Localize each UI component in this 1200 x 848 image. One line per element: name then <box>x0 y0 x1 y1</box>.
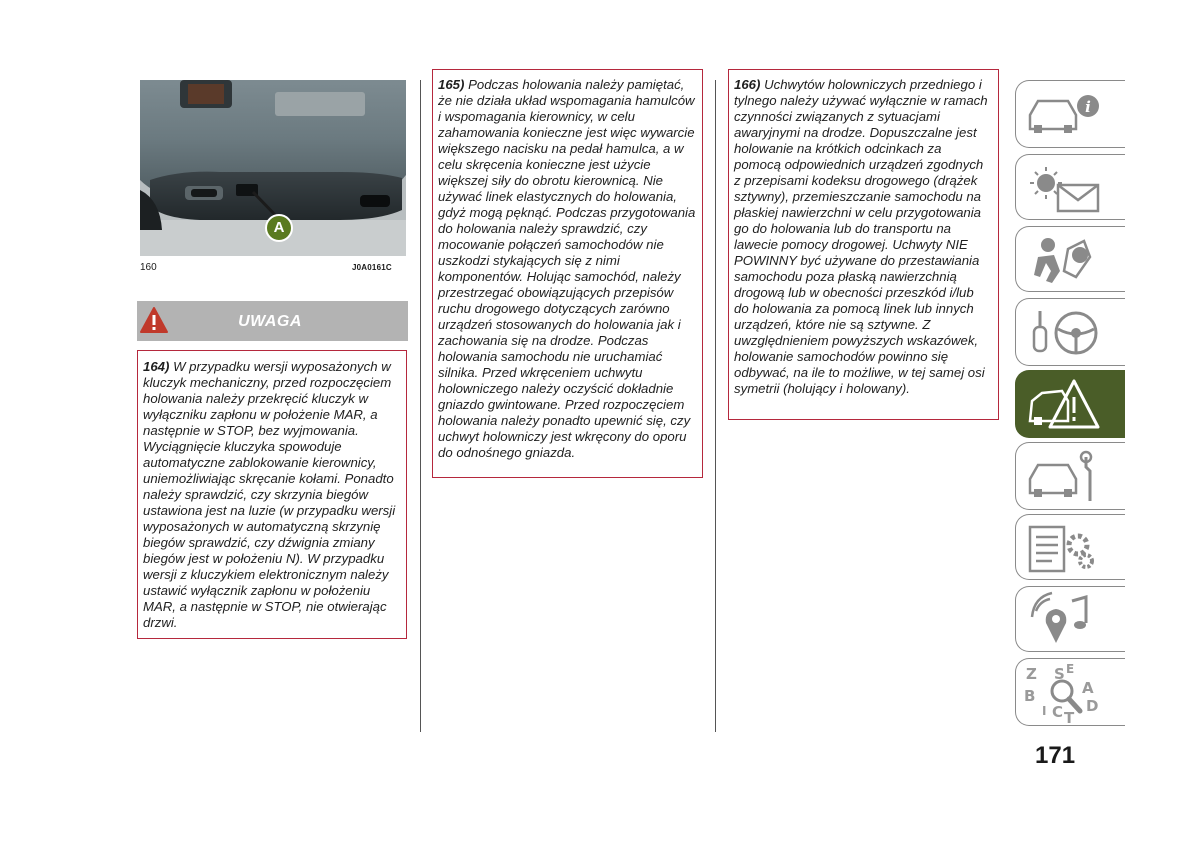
note-166 <box>734 77 992 397</box>
chapter-tab-technical-data[interactable] <box>1015 514 1125 580</box>
car-info-icon <box>1016 81 1126 149</box>
index-letter: A <box>1082 679 1094 697</box>
chapter-tab-warning-lights[interactable] <box>1015 154 1125 220</box>
index-letter: D <box>1086 697 1099 715</box>
chapter-tab-maintenance[interactable] <box>1015 442 1125 510</box>
warning-lights-icon <box>1016 155 1126 221</box>
column-divider <box>420 80 421 732</box>
index-letter: S <box>1054 665 1065 683</box>
emergency-icon <box>1016 371 1126 439</box>
index-letter: I <box>1042 704 1047 718</box>
key-steering-icon <box>1016 299 1126 367</box>
callout-a-label: A <box>273 219 285 236</box>
page-number: 171 <box>1035 742 1076 769</box>
note-164-id: 164) <box>143 359 170 374</box>
callout-a-badge <box>265 214 293 242</box>
index-letter: B <box>1024 687 1036 705</box>
index-letter: C <box>1052 703 1064 721</box>
note-166-text: Uchwytów holowniczych przedniego i tylnego należy używać wyłącznie w ramach czynności związanych z sytuacjami awaryjnymi na drodze. Dopuszczalne jest holowanie na krótkich odcinkach za pomocą odpowiednich urządzeń zgodnych z przepisami kodeksu drogowego (drążek sztywny), przemieszczanie samochodu na płaskiej nawierzchni w celu przygotowania go do holowania lub do transportu na lawecie pomocy drogowej. Uchwyty NIE POWINNY być używane do przestawiania samochodu poza płaską nawierzchnią drogową lub w obecności przeszkód i/lub do holowania za pomocą linek lub innych urządzeń, które nie są sztywne. Z uwzględnieniem powyższych wskazówek, holowanie samochodów powinno się odbywać, na ile to możliwe, w tej samej osi symetrii (holujący i holowany). <box>734 77 988 396</box>
index-letter: T <box>1064 709 1075 727</box>
chapter-tab-emergency[interactable] <box>1015 370 1125 438</box>
figure-code: J0A0161C <box>352 263 392 272</box>
index-icon <box>1016 659 1126 727</box>
warning-title: UWAGA <box>238 313 302 330</box>
note-164 <box>143 359 400 631</box>
note-box-165 <box>432 69 703 478</box>
multimedia-icon <box>1016 587 1126 653</box>
figure-number: 160 <box>140 262 157 273</box>
warning-triangle-icon <box>139 306 169 339</box>
technical-data-icon <box>1016 515 1126 581</box>
chapter-tab-car-info[interactable] <box>1015 80 1125 148</box>
note-box-166 <box>728 69 999 420</box>
note-box-164 <box>137 350 407 639</box>
safety-airbag-icon <box>1016 227 1126 293</box>
chapter-tab-key-steering[interactable] <box>1015 298 1125 366</box>
index-letter: E <box>1066 662 1075 676</box>
svg-text:i: i <box>1085 98 1091 116</box>
chapter-tab-safety[interactable] <box>1015 226 1125 292</box>
note-165-text: Podczas holowania należy pamiętać, że nie działa układ wspomagania hamulców i wspomagania kierownicy, w celu zahamowania konieczne jest więc wywarcie większego nacisku na pedał hamulca, a w celu skręcenia konieczne jest użycie większej siły do obrotu kierownicą. Nie używać linek elastycznych do holowania, gdyż mogą pęknąć. Podczas przygotowania do holowania należy sprawdzić, czy mocowanie połączeń samochodów nie uszkodzi stykających się z nimi komponentów. Holując samochód, należy przestrzegać obowiązujących przepisów ruchu drogowego dotyczących zarówno urządzeń stosowanych do holowania jak i zachowania się na drodze. Podczas holowania samochodu nie uruchamiać silnika. Przed wkręceniem uchwytu holowniczego należy oczyścić dokładnie gniazdo gwintowane. Przed rozpoczęciem holowania należy ponadto upewnić się, czy uchwyt holowniczy jest wkręcony do oporu do odnośnego gniazda. <box>438 77 696 460</box>
chapter-tab-multimedia[interactable] <box>1015 586 1125 652</box>
maintenance-icon <box>1016 443 1126 511</box>
index-letter: Z <box>1026 665 1037 683</box>
note-164-text: W przypadku wersji wyposażonych w kluczyk mechaniczny, przed rozpoczęciem holowania należy przekręcić kluczyk w wyłączniku zapłonu w położenie MAR, a następnie w STOP, bez wyjmowania. Wyciągnięcie kluczyka spowoduje automatyczne zablokowanie kierownicy, uniemożliwiając skręcanie kołami. Ponadto należy sprawdzić, czy skrzynia biegów ustawiona jest na luzie (w przypadku wersji wyposażonych w automatyczną skrzynię biegów sprawdzić, czy dźwignia zmiany biegów jest w położeniu N). W przypadku wersji z kluczykiem elektronicznym należy ustawić wyłącznik zapłonu w położeniu MAR, a następnie w STOP, nie otwierając drzwi. <box>143 359 396 630</box>
note-166-id: 166) <box>734 77 761 92</box>
chapter-tab-index[interactable] <box>1015 658 1125 726</box>
column-divider <box>715 80 716 732</box>
note-165 <box>438 77 696 461</box>
note-165-id: 165) <box>438 77 465 92</box>
